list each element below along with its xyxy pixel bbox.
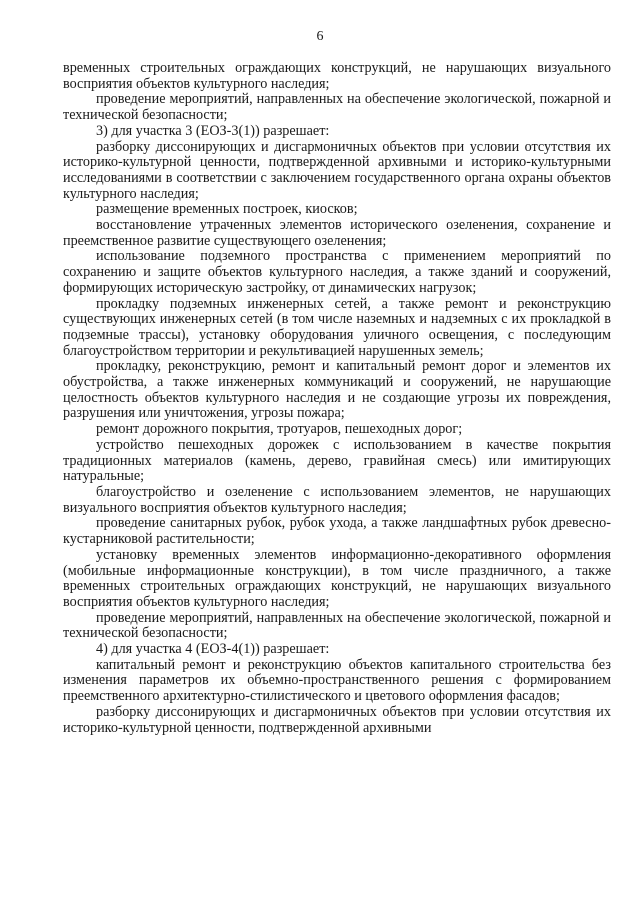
paragraph: разборку диссонирующих и дисгармоничных объектов при условии отсутствия их историко-культурной ценности, подтвержденной архивными и историко-культурными исследованиями в соответствии с заключением государственного органа охраны объектов культурного наследия; [63,138,611,202]
paragraph: проведение санитарных рубок, рубок ухода, а также ландшафтных рубок древесно-кустарниковой растительности; [63,515,611,548]
page-number: 6 [316,29,324,44]
paragraph: прокладку, реконструкцию, ремонт и капитальный ремонт дорог и элементов их обустройства, а также инженерных коммуникаций и сооружений, не нарушающие целостность объектов культурного наследия и не создающие угрозы их повреждения, разрушения или уничтожения, угрозы пожара; [63,358,611,422]
paragraph: прокладку подземных инженерных сетей, а также ремонт и реконструкцию существующих инженерных сетей (в том числе наземных и надземных с их прокладкой в подземные трассы), установку оборудования уличного освещения, с последующим благоустройством территории и рекультивацией нарушенных земель; [63,295,611,359]
paragraph: разборку диссонирующих и дисгармоничных объектов при условии отсутствия их историко-культурной ценности, подтвержденной архивными [63,703,611,736]
paragraph: 4) для участка 4 (ЕОЗ-4(1)) разрешает: [96,641,330,658]
paragraph: капитальный ремонт и реконструкцию объектов капитального строительства без изменения параметров их объемно-пространственного решения с формированием преемственного архитектурно-стилистического и цветового оформления фасадов; [63,656,611,705]
paragraph: благоустройство и озеленение с использованием элементов, не нарушающих визуального восприятия объектов культурного наследия; [63,483,611,516]
paragraph: временных строительных ограждающих конструкций, не нарушающих визуального восприятия объектов культурного наследия; [63,60,611,92]
paragraph: устройство пешеходных дорожек с использованием в качестве покрытия традиционных материалов (камень, дерево, гравийная смесь) или имитирующих натуральные; [63,436,611,485]
document-body [63,61,611,736]
paragraph: установку временных элементов информационно-декоративного оформления (мобильные информационные конструкции), в том числе праздничного, а также временных строительных ограждающих конструкций, не нарушающих визуального восприятия объектов культурного наследия; [63,546,611,610]
paragraph: восстановление утраченных элементов исторического озеленения, сохранение и преемственное развитие существующего озеленения; [63,217,611,249]
paragraph: 3) для участка 3 (ЕОЗ-3(1)) разрешает: [96,122,330,139]
paragraph: ремонт дорожного покрытия, тротуаров, пешеходных дорог; [96,421,463,438]
paragraph: проведение мероприятий, направленных на обеспечение экологической, пожарной и технической безопасности; [63,91,611,124]
paragraph: проведение мероприятий, направленных на обеспечение экологической, пожарной и технической безопасности; [63,609,611,642]
paragraph: размещение временных построек, киосков; [96,201,358,218]
paragraph: использование подземного пространства с применением мероприятий по сохранению и защите объектов культурного наследия, а также зданий и сооружений, формирующих историческую застройку, от динамических нагрузок; [63,248,611,296]
